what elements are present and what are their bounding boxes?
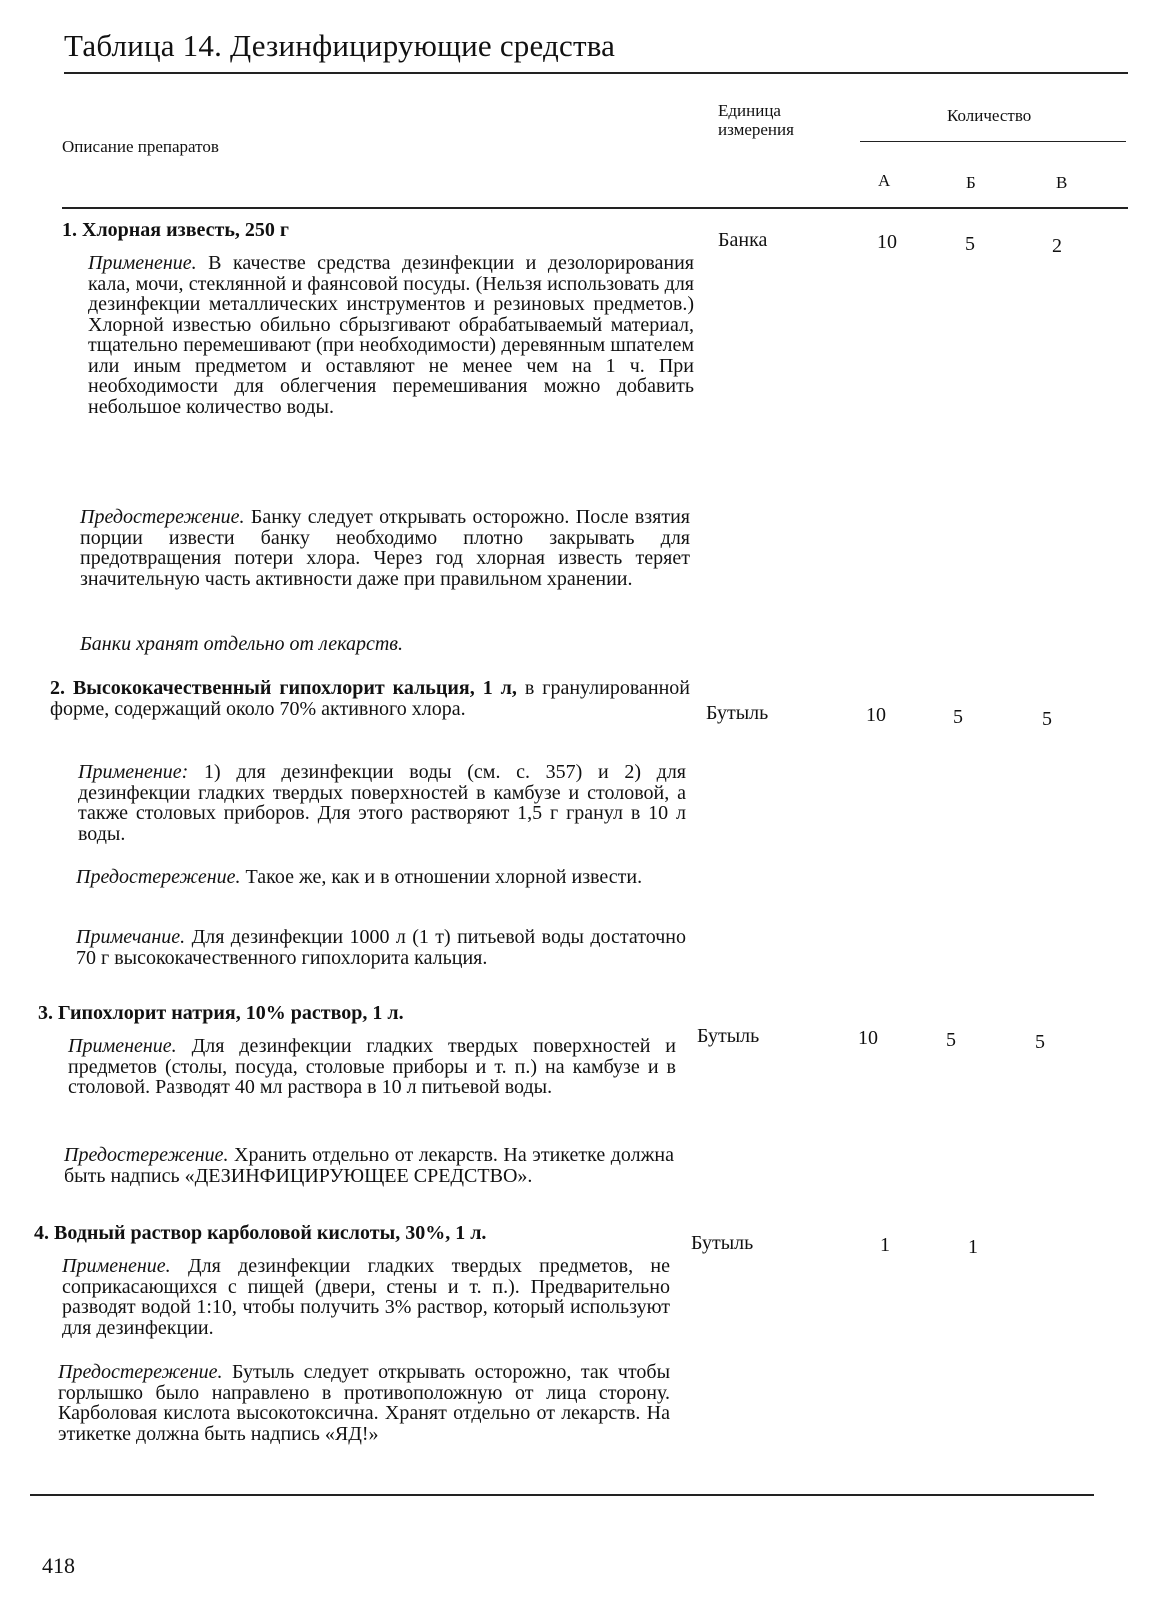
- item-number: 3.: [38, 1002, 53, 1024]
- item-3-qty-b: 5: [946, 1029, 956, 1051]
- header-quantity: Количество: [947, 106, 1032, 125]
- item-4-qty-a: 1: [880, 1234, 890, 1256]
- item-2-heading: [50, 678, 690, 719]
- item-3-paragraph: [68, 1036, 676, 1098]
- item-1-qty-b: 5: [965, 233, 975, 255]
- item-3-paragraph: [64, 1145, 674, 1186]
- item-4-paragraph: [58, 1362, 670, 1444]
- bottom-rule: [30, 1494, 1094, 1496]
- item-3-qty-a: 10: [858, 1027, 878, 1049]
- item-name: Водный раствор карболовой кислоты, 30%, 1 л.: [54, 1222, 487, 1244]
- page-number: 418: [42, 1553, 75, 1578]
- paragraph-label: Применение:: [78, 761, 189, 783]
- item-3-unit: Бутыль: [697, 1025, 760, 1047]
- paragraph-label: Применение.: [88, 252, 197, 274]
- item-4-unit: Бутыль: [691, 1232, 754, 1254]
- item-2-qty-b: 5: [953, 706, 963, 728]
- item-3-qty-c: 5: [1035, 1031, 1045, 1053]
- paragraph-label: Предостережение.: [76, 866, 241, 888]
- paragraph-label: Предостережение.: [58, 1361, 223, 1383]
- paragraph-text: Такое же, как и в отношении хлорной извести.: [245, 866, 643, 888]
- paragraph-label: Предостережение.: [80, 506, 245, 528]
- header-description: Описание препаратов: [62, 137, 219, 156]
- item-number: 2.: [50, 677, 65, 699]
- paragraph-label: Предостережение.: [64, 1144, 229, 1166]
- item-1-heading: [62, 218, 692, 242]
- paragraph-text: Для дезинфекции гладких твердых предметов, не соприкасающихся с пищей (двери, стены и т. п.). Предварительно разводят водой 1:10, чтобы получить 3% раствор, который используют для дезинфекции.: [62, 1255, 671, 1339]
- item-name-rest: в гранулированной форме, содержащий около 70% активного хлора.: [50, 677, 691, 720]
- header-col-b: Б: [966, 173, 976, 192]
- item-1-paragraph: [80, 507, 690, 589]
- item-1-paragraph: [80, 634, 690, 655]
- item-2-qty-c: 5: [1042, 708, 1052, 730]
- item-4-qty-b: 1: [968, 1236, 978, 1258]
- paragraph-text: Для дезинфекции гладких твердых поверхностей и предметов (столы, посуда, столовые приборы и т. п.) на камбузе и в столовой. Разводят 40 мл раствора в 10 л питьевой воды.: [68, 1035, 677, 1098]
- paragraph-text: В качестве средства дезинфекции и дезолорирования кала, мочи, стеклянной и фаянсовой посуды. (Нельзя использовать для дезинфекции металлических инструментов и резиновых предметов.) Хлорной известью обильно сбрызгивают обрабатываемый материал, тщательно перемешивают (при необходимости) деревянным шпателем или иным предметом и оставляют не менее чем на 1 ч. При необходимости для облегчения перемешивания можно добавить небольшое количество воды.: [88, 252, 695, 418]
- item-2-paragraph: [76, 927, 686, 968]
- item-3-heading: [38, 1001, 678, 1025]
- paragraph-text: Банку следует открывать осторожно. После взятия порции извести банку необходимо плотно закрывать для предотвращения потери хлора. Через год хлорная известь теряет значительную часть активности даже при правильном хранении.: [80, 506, 691, 590]
- item-2-unit: Бутыль: [706, 702, 769, 724]
- item-1-paragraph: [88, 253, 694, 417]
- item-1-qty-c: 2: [1052, 235, 1062, 257]
- item-4-heading: [34, 1221, 674, 1245]
- title-rule: [64, 72, 1128, 74]
- paragraph-text: Хранить отдельно от лекарств. На этикетке должна быть надпись «ДЕЗИНФИЦИРУЮЩЕЕ СРЕДСТВО».: [64, 1144, 675, 1187]
- paragraph-label: Применение.: [62, 1255, 171, 1277]
- item-2-paragraph: [78, 762, 686, 844]
- item-2-paragraph: [76, 867, 686, 888]
- item-2-qty-a: 10: [866, 704, 886, 726]
- header-col-c: В: [1056, 173, 1068, 192]
- paragraph-text: Для дезинфекции 1000 л (1 т) питьевой воды достаточно 70 г высококачественного гипохлорита кальция.: [76, 926, 687, 969]
- paragraph-text: 1) для дезинфекции воды (см. с. 357) и 2) для дезинфекции гладких твердых поверхностей в камбузе и столовой, а также столовых приборов. Для этого растворяют 1,5 г гранул в 10 л воды.: [78, 761, 687, 845]
- header-rule: [62, 207, 1128, 209]
- paragraph-text: Бутыль следует открывать осторожно, так чтобы горлышко было направлено в противоположную от лица сторону. Карболовая кислота высокотоксична. Хранят отдельно от лекарств. На этикетке должна быть надпись «ЯД!»: [58, 1361, 671, 1445]
- item-name: Гипохлорит натрия, 10% раствор, 1 л.: [58, 1002, 404, 1024]
- quantity-rule: [860, 141, 1126, 142]
- header-unit: Единица измерения: [718, 101, 794, 139]
- paragraph-label: Примечание.: [76, 926, 186, 948]
- header-col-a: А: [878, 171, 891, 190]
- paragraph-text: Банки хранят отдельно от лекарств.: [80, 633, 403, 655]
- paragraph-label: Применение.: [68, 1035, 177, 1057]
- table-title: Таблица 14. Дезинфицирующие средства: [64, 28, 616, 63]
- item-1-qty-a: 10: [877, 231, 897, 253]
- item-number: 4.: [34, 1222, 49, 1244]
- item-name: Хлорная известь, 250 г: [82, 219, 289, 241]
- item-1-unit: Банка: [718, 229, 768, 251]
- item-number: 1.: [62, 219, 77, 241]
- item-name: Высококачественный гипохлорит кальция, 1 л,: [72, 677, 517, 699]
- item-4-paragraph: [62, 1256, 670, 1338]
